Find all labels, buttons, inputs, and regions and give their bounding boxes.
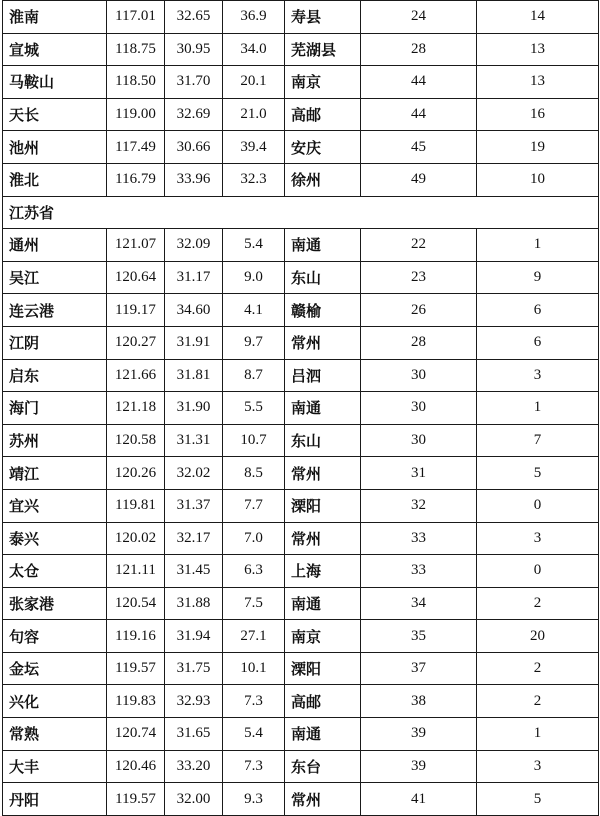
count-cell: 2 — [477, 652, 599, 685]
table-row — [3, 294, 599, 327]
count-cell: 0 — [477, 555, 599, 588]
city-cell: 大丰 — [3, 750, 107, 783]
table-row — [3, 750, 599, 783]
count-cell: 16 — [477, 98, 599, 131]
value-cell: 8.7 — [223, 359, 285, 392]
distance-cell: 39 — [361, 750, 477, 783]
longitude-cell: 119.57 — [107, 652, 165, 685]
longitude-cell: 120.74 — [107, 718, 165, 751]
reference-station-cell: 高邮 — [285, 98, 361, 131]
section-header-row — [3, 196, 599, 229]
latitude-cell: 33.96 — [165, 163, 223, 196]
latitude-cell: 31.81 — [165, 359, 223, 392]
count-cell: 7 — [477, 424, 599, 457]
latitude-cell: 32.65 — [165, 1, 223, 34]
section-title: 江苏省 — [3, 196, 599, 229]
count-cell: 3 — [477, 522, 599, 555]
city-cell: 丹阳 — [3, 783, 107, 816]
count-cell: 2 — [477, 587, 599, 620]
longitude-cell: 117.01 — [107, 1, 165, 34]
distance-cell: 32 — [361, 489, 477, 522]
latitude-cell: 31.90 — [165, 392, 223, 425]
count-cell: 13 — [477, 66, 599, 99]
table-row — [3, 1, 599, 34]
value-cell: 6.3 — [223, 555, 285, 588]
distance-cell: 26 — [361, 294, 477, 327]
city-cell: 启东 — [3, 359, 107, 392]
latitude-cell: 32.00 — [165, 783, 223, 816]
longitude-cell: 120.26 — [107, 457, 165, 490]
longitude-cell: 121.07 — [107, 229, 165, 262]
reference-station-cell: 溧阳 — [285, 489, 361, 522]
value-cell: 4.1 — [223, 294, 285, 327]
latitude-cell: 32.09 — [165, 229, 223, 262]
longitude-cell: 119.16 — [107, 620, 165, 653]
reference-station-cell: 东山 — [285, 261, 361, 294]
city-cell: 太仓 — [3, 555, 107, 588]
table-row — [3, 587, 599, 620]
latitude-cell: 31.37 — [165, 489, 223, 522]
city-cell: 金坛 — [3, 652, 107, 685]
reference-station-cell: 常州 — [285, 522, 361, 555]
distance-cell: 31 — [361, 457, 477, 490]
value-cell: 21.0 — [223, 98, 285, 131]
value-cell: 7.3 — [223, 685, 285, 718]
count-cell: 5 — [477, 457, 599, 490]
table-row — [3, 359, 599, 392]
city-cell: 常熟 — [3, 718, 107, 751]
reference-station-cell: 东山 — [285, 424, 361, 457]
table-row — [3, 489, 599, 522]
count-cell: 14 — [477, 1, 599, 34]
latitude-cell: 32.69 — [165, 98, 223, 131]
distance-cell: 30 — [361, 359, 477, 392]
longitude-cell: 119.81 — [107, 489, 165, 522]
value-cell: 10.7 — [223, 424, 285, 457]
city-cell: 吴江 — [3, 261, 107, 294]
city-cell: 海门 — [3, 392, 107, 425]
value-cell: 9.0 — [223, 261, 285, 294]
latitude-cell: 31.70 — [165, 66, 223, 99]
longitude-cell: 121.66 — [107, 359, 165, 392]
table-row — [3, 685, 599, 718]
reference-station-cell: 南通 — [285, 718, 361, 751]
table-row — [3, 783, 599, 816]
latitude-cell: 31.17 — [165, 261, 223, 294]
distance-cell: 37 — [361, 652, 477, 685]
city-cell: 宜兴 — [3, 489, 107, 522]
reference-station-cell: 寿县 — [285, 1, 361, 34]
city-cell: 靖江 — [3, 457, 107, 490]
distance-cell: 30 — [361, 392, 477, 425]
longitude-cell: 119.17 — [107, 294, 165, 327]
latitude-cell: 32.93 — [165, 685, 223, 718]
reference-station-cell: 东台 — [285, 750, 361, 783]
longitude-cell: 119.00 — [107, 98, 165, 131]
reference-station-cell: 安庆 — [285, 131, 361, 164]
city-cell: 泰兴 — [3, 522, 107, 555]
latitude-cell: 31.65 — [165, 718, 223, 751]
longitude-cell: 118.50 — [107, 66, 165, 99]
distance-cell: 28 — [361, 326, 477, 359]
table-row — [3, 652, 599, 685]
longitude-cell: 120.02 — [107, 522, 165, 555]
reference-station-cell: 南通 — [285, 587, 361, 620]
city-cell: 张家港 — [3, 587, 107, 620]
count-cell: 19 — [477, 131, 599, 164]
distance-cell: 28 — [361, 33, 477, 66]
reference-station-cell: 南通 — [285, 392, 361, 425]
reference-station-cell: 南京 — [285, 620, 361, 653]
anhui-section — [3, 1, 599, 197]
table-row — [3, 326, 599, 359]
value-cell: 34.0 — [223, 33, 285, 66]
table-row — [3, 555, 599, 588]
latitude-cell: 32.02 — [165, 457, 223, 490]
data-table — [2, 0, 599, 816]
longitude-cell: 120.58 — [107, 424, 165, 457]
latitude-cell: 31.31 — [165, 424, 223, 457]
latitude-cell: 32.17 — [165, 522, 223, 555]
count-cell: 20 — [477, 620, 599, 653]
longitude-cell: 121.18 — [107, 392, 165, 425]
count-cell: 9 — [477, 261, 599, 294]
table-row — [3, 392, 599, 425]
latitude-cell: 31.94 — [165, 620, 223, 653]
table-row — [3, 163, 599, 196]
table-row — [3, 424, 599, 457]
value-cell: 7.5 — [223, 587, 285, 620]
reference-station-cell: 赣榆 — [285, 294, 361, 327]
latitude-cell: 31.75 — [165, 652, 223, 685]
value-cell: 10.1 — [223, 652, 285, 685]
jiangsu-header-section — [3, 196, 599, 229]
city-cell: 淮北 — [3, 163, 107, 196]
longitude-cell: 120.64 — [107, 261, 165, 294]
count-cell: 0 — [477, 489, 599, 522]
distance-cell: 39 — [361, 718, 477, 751]
distance-cell: 41 — [361, 783, 477, 816]
distance-cell: 33 — [361, 555, 477, 588]
distance-cell: 38 — [361, 685, 477, 718]
count-cell: 3 — [477, 750, 599, 783]
reference-station-cell: 常州 — [285, 783, 361, 816]
table-row — [3, 66, 599, 99]
city-cell: 池州 — [3, 131, 107, 164]
longitude-cell: 117.49 — [107, 131, 165, 164]
city-cell: 天长 — [3, 98, 107, 131]
longitude-cell: 120.54 — [107, 587, 165, 620]
value-cell: 7.0 — [223, 522, 285, 555]
count-cell: 2 — [477, 685, 599, 718]
distance-cell: 34 — [361, 587, 477, 620]
value-cell: 5.4 — [223, 229, 285, 262]
count-cell: 13 — [477, 33, 599, 66]
count-cell: 6 — [477, 326, 599, 359]
reference-station-cell: 上海 — [285, 555, 361, 588]
latitude-cell: 34.60 — [165, 294, 223, 327]
table-row — [3, 522, 599, 555]
reference-station-cell: 芜湖县 — [285, 33, 361, 66]
table-row — [3, 98, 599, 131]
longitude-cell: 119.57 — [107, 783, 165, 816]
longitude-cell: 120.27 — [107, 326, 165, 359]
reference-station-cell: 高邮 — [285, 685, 361, 718]
latitude-cell: 30.66 — [165, 131, 223, 164]
table-row — [3, 229, 599, 262]
latitude-cell: 30.95 — [165, 33, 223, 66]
count-cell: 3 — [477, 359, 599, 392]
distance-cell: 24 — [361, 1, 477, 34]
value-cell: 9.7 — [223, 326, 285, 359]
value-cell: 20.1 — [223, 66, 285, 99]
value-cell: 36.9 — [223, 1, 285, 34]
city-cell: 江阴 — [3, 326, 107, 359]
reference-station-cell: 徐州 — [285, 163, 361, 196]
count-cell: 6 — [477, 294, 599, 327]
city-cell: 苏州 — [3, 424, 107, 457]
city-cell: 宣城 — [3, 33, 107, 66]
table-row — [3, 457, 599, 490]
distance-cell: 33 — [361, 522, 477, 555]
latitude-cell: 31.91 — [165, 326, 223, 359]
value-cell: 39.4 — [223, 131, 285, 164]
latitude-cell: 33.20 — [165, 750, 223, 783]
count-cell: 1 — [477, 718, 599, 751]
latitude-cell: 31.45 — [165, 555, 223, 588]
table-row — [3, 620, 599, 653]
distance-cell: 44 — [361, 98, 477, 131]
distance-cell: 23 — [361, 261, 477, 294]
value-cell: 8.5 — [223, 457, 285, 490]
latitude-cell: 31.88 — [165, 587, 223, 620]
distance-cell: 49 — [361, 163, 477, 196]
table-row — [3, 718, 599, 751]
city-cell: 通州 — [3, 229, 107, 262]
distance-cell: 22 — [361, 229, 477, 262]
value-cell: 27.1 — [223, 620, 285, 653]
longitude-cell: 121.11 — [107, 555, 165, 588]
city-cell: 淮南 — [3, 1, 107, 34]
distance-cell: 44 — [361, 66, 477, 99]
reference-station-cell: 吕泗 — [285, 359, 361, 392]
reference-station-cell: 常州 — [285, 326, 361, 359]
city-cell: 连云港 — [3, 294, 107, 327]
value-cell: 7.3 — [223, 750, 285, 783]
city-cell: 句容 — [3, 620, 107, 653]
reference-station-cell: 南京 — [285, 66, 361, 99]
reference-station-cell: 溧阳 — [285, 652, 361, 685]
distance-cell: 35 — [361, 620, 477, 653]
count-cell: 1 — [477, 392, 599, 425]
city-cell: 兴化 — [3, 685, 107, 718]
table-row — [3, 131, 599, 164]
count-cell: 1 — [477, 229, 599, 262]
count-cell: 5 — [477, 783, 599, 816]
value-cell: 5.5 — [223, 392, 285, 425]
table-row — [3, 33, 599, 66]
city-cell: 马鞍山 — [3, 66, 107, 99]
longitude-cell: 116.79 — [107, 163, 165, 196]
jiangsu-section — [3, 229, 599, 816]
value-cell: 5.4 — [223, 718, 285, 751]
reference-station-cell: 南通 — [285, 229, 361, 262]
distance-cell: 30 — [361, 424, 477, 457]
longitude-cell: 120.46 — [107, 750, 165, 783]
distance-cell: 45 — [361, 131, 477, 164]
count-cell: 10 — [477, 163, 599, 196]
longitude-cell: 118.75 — [107, 33, 165, 66]
value-cell: 9.3 — [223, 783, 285, 816]
reference-station-cell: 常州 — [285, 457, 361, 490]
longitude-cell: 119.83 — [107, 685, 165, 718]
table-row — [3, 261, 599, 294]
value-cell: 32.3 — [223, 163, 285, 196]
value-cell: 7.7 — [223, 489, 285, 522]
